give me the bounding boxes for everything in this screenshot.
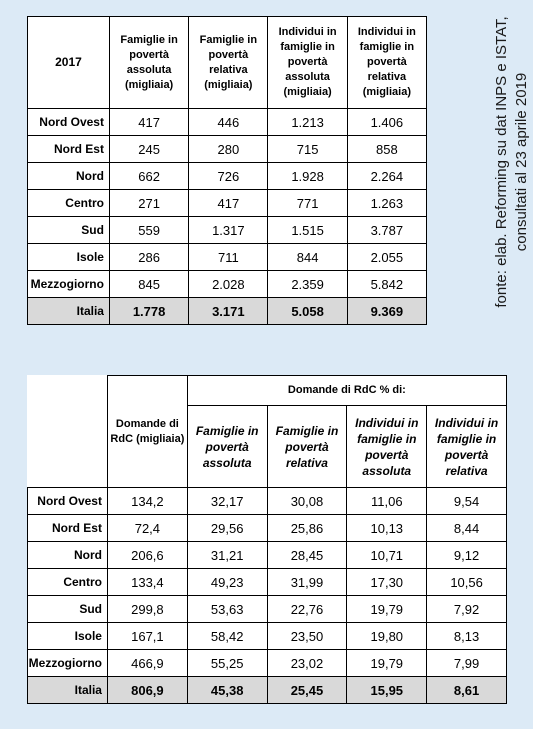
value-cell: 5.058 xyxy=(268,298,347,325)
row-label: Mezzogiorno xyxy=(28,650,108,677)
value-cell: 49,23 xyxy=(187,569,267,596)
value-cell: 25,45 xyxy=(267,677,347,704)
value-cell: 1.778 xyxy=(109,298,188,325)
table-row xyxy=(28,488,507,515)
total-row xyxy=(28,677,507,704)
table-row xyxy=(28,515,507,542)
value-cell: 28,45 xyxy=(267,542,347,569)
value-cell: 9,12 xyxy=(427,542,507,569)
row-label: Mezzogiorno xyxy=(28,271,110,298)
value-cell: 7,99 xyxy=(427,650,507,677)
table-row xyxy=(28,596,507,623)
row-label: Nord xyxy=(28,163,110,190)
table1-col-header: Famiglie in povertà assoluta (migliaia) xyxy=(109,17,188,109)
value-cell: 15,95 xyxy=(347,677,427,704)
value-cell: 167,1 xyxy=(107,623,187,650)
value-cell: 32,17 xyxy=(187,488,267,515)
value-cell: 9.369 xyxy=(347,298,426,325)
value-cell: 417 xyxy=(109,109,188,136)
value-cell: 45,38 xyxy=(187,677,267,704)
table1-col-header: Individui in famiglie in povertà relativa (migliaia) xyxy=(347,17,426,109)
table-row xyxy=(28,163,427,190)
value-cell: 858 xyxy=(347,136,426,163)
total-row xyxy=(28,298,427,325)
table-row xyxy=(28,244,427,271)
value-cell: 10,71 xyxy=(347,542,427,569)
value-cell: 1.263 xyxy=(347,190,426,217)
table1-year-header: 2017 xyxy=(28,17,110,109)
value-cell: 8,13 xyxy=(427,623,507,650)
value-cell: 1.213 xyxy=(268,109,347,136)
poverty-table-2017 xyxy=(27,16,427,325)
value-cell: 10,56 xyxy=(427,569,507,596)
row-label: Nord Ovest xyxy=(28,109,110,136)
value-cell: 662 xyxy=(109,163,188,190)
source-line-1: fonte: elab. Reforming su dat INPS e ISTAT, xyxy=(493,16,510,308)
table2-rdc-header: Domande di RdC (migliaia) xyxy=(107,376,187,488)
table-row xyxy=(28,569,507,596)
table-row xyxy=(28,623,507,650)
table-row xyxy=(28,650,507,677)
value-cell: 17,30 xyxy=(347,569,427,596)
value-cell: 206,6 xyxy=(107,542,187,569)
row-label: Nord Est xyxy=(28,515,108,542)
value-cell: 2.359 xyxy=(268,271,347,298)
value-cell: 280 xyxy=(189,136,268,163)
source-note xyxy=(492,16,532,307)
value-cell: 133,4 xyxy=(107,569,187,596)
value-cell: 19,80 xyxy=(347,623,427,650)
table2-header-row xyxy=(28,376,507,406)
value-cell: 3.171 xyxy=(189,298,268,325)
table2-body xyxy=(28,488,507,704)
value-cell: 711 xyxy=(189,244,268,271)
value-cell: 72,4 xyxy=(107,515,187,542)
value-cell: 31,99 xyxy=(267,569,347,596)
value-cell: 1.317 xyxy=(189,217,268,244)
table1-col-header: Famiglie in povertà relativa (migliaia) xyxy=(189,17,268,109)
row-label: Italia xyxy=(28,677,108,704)
table-row xyxy=(28,217,427,244)
row-label: Isole xyxy=(28,623,108,650)
value-cell: 19,79 xyxy=(347,596,427,623)
value-cell: 23,50 xyxy=(267,623,347,650)
value-cell: 844 xyxy=(268,244,347,271)
row-label: Sud xyxy=(28,217,110,244)
value-cell: 23,02 xyxy=(267,650,347,677)
table1-body xyxy=(28,109,427,325)
row-label: Nord Est xyxy=(28,136,110,163)
table2-sub-header: Individui in famiglie in povertà assoluta xyxy=(347,406,427,488)
value-cell: 845 xyxy=(109,271,188,298)
value-cell: 2.028 xyxy=(189,271,268,298)
row-label: Sud xyxy=(28,596,108,623)
value-cell: 134,2 xyxy=(107,488,187,515)
table1-col-header: Individui in famiglie in povertà assoluta (migliaia) xyxy=(268,17,347,109)
value-cell: 22,76 xyxy=(267,596,347,623)
row-label: Nord Ovest xyxy=(28,488,108,515)
table-row xyxy=(28,136,427,163)
value-cell: 1.406 xyxy=(347,109,426,136)
value-cell: 53,63 xyxy=(187,596,267,623)
value-cell: 25,86 xyxy=(267,515,347,542)
value-cell: 2.264 xyxy=(347,163,426,190)
rdc-requests-table xyxy=(27,375,507,704)
value-cell: 1.515 xyxy=(268,217,347,244)
value-cell: 417 xyxy=(189,190,268,217)
table2-sub-header: Individui in famiglie in povertà relativa xyxy=(427,406,507,488)
row-label: Italia xyxy=(28,298,110,325)
source-line-2: consultati al 23 aprile 2019 xyxy=(513,72,530,252)
value-cell: 58,42 xyxy=(187,623,267,650)
value-cell: 559 xyxy=(109,217,188,244)
value-cell: 1.928 xyxy=(268,163,347,190)
value-cell: 2.055 xyxy=(347,244,426,271)
value-cell: 31,21 xyxy=(187,542,267,569)
value-cell: 446 xyxy=(189,109,268,136)
value-cell: 771 xyxy=(268,190,347,217)
value-cell: 8,44 xyxy=(427,515,507,542)
value-cell: 286 xyxy=(109,244,188,271)
table-row xyxy=(28,542,507,569)
table-row xyxy=(28,109,427,136)
value-cell: 19,79 xyxy=(347,650,427,677)
value-cell: 9,54 xyxy=(427,488,507,515)
value-cell: 271 xyxy=(109,190,188,217)
table2-sub-header: Famiglie in povertà assoluta xyxy=(187,406,267,488)
value-cell: 8,61 xyxy=(427,677,507,704)
table-row xyxy=(28,271,427,298)
value-cell: 715 xyxy=(268,136,347,163)
value-cell: 5.842 xyxy=(347,271,426,298)
value-cell: 55,25 xyxy=(187,650,267,677)
value-cell: 30,08 xyxy=(267,488,347,515)
value-cell: 29,56 xyxy=(187,515,267,542)
value-cell: 299,8 xyxy=(107,596,187,623)
value-cell: 3.787 xyxy=(347,217,426,244)
value-cell: 806,9 xyxy=(107,677,187,704)
row-label: Nord xyxy=(28,542,108,569)
value-cell: 466,9 xyxy=(107,650,187,677)
table2-sub-header: Famiglie in povertà relativa xyxy=(267,406,347,488)
table2-group-header: Domande di RdC % di: xyxy=(187,376,506,406)
value-cell: 7,92 xyxy=(427,596,507,623)
value-cell: 11,06 xyxy=(347,488,427,515)
row-label: Centro xyxy=(28,190,110,217)
row-label: Centro xyxy=(28,569,108,596)
table1-header-row xyxy=(28,17,427,109)
row-label: Isole xyxy=(28,244,110,271)
value-cell: 10,13 xyxy=(347,515,427,542)
table-row xyxy=(28,190,427,217)
table2-corner-cell xyxy=(28,376,108,488)
value-cell: 245 xyxy=(109,136,188,163)
value-cell: 726 xyxy=(189,163,268,190)
